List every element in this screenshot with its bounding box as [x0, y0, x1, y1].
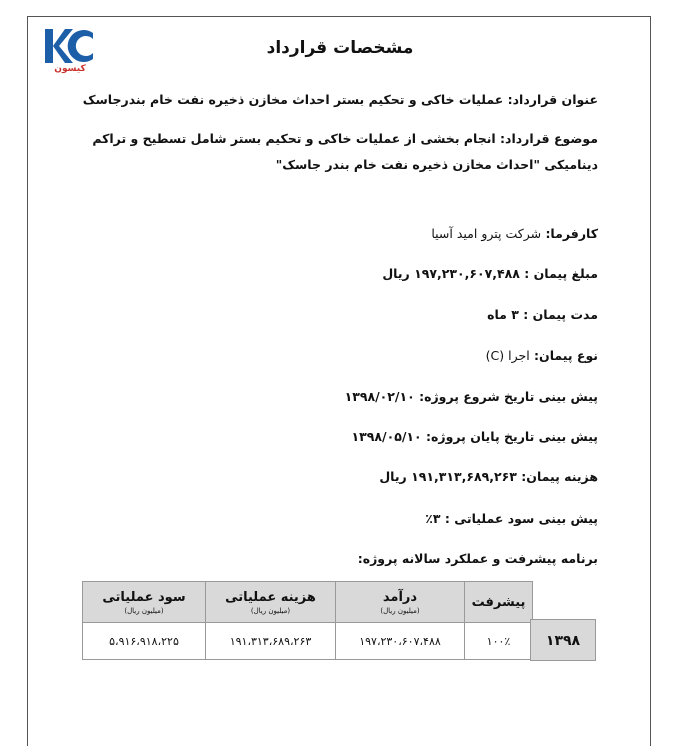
kc-logo-icon — [45, 29, 95, 63]
duration-line — [487, 307, 598, 322]
end-date-line — [352, 429, 599, 444]
header-revenue-label: درآمد — [382, 589, 418, 605]
contract-title-line: عنوان قرارداد: عملیات خاکی و تحکیم بستر احداث مخازن ذخیره نفت خام بندرجاسک — [82, 92, 598, 107]
cost-label: هزینه پیمان: — [521, 469, 598, 484]
profit-label: پیش بینی سود عملیاتی : — [444, 511, 598, 526]
header-progress-label: پیشرفت — [471, 594, 526, 610]
header-profit — [83, 582, 206, 623]
amount-label: مبلغ پیمان : — [524, 266, 598, 281]
header-progress — [465, 582, 533, 623]
type-line — [486, 348, 598, 363]
cost-line — [379, 469, 598, 484]
start-date-label: پیش بینی تاریخ شروع پروژه: — [419, 389, 598, 404]
progress-table — [82, 581, 533, 660]
header-profit-unit: (میلیون ریال) — [124, 606, 164, 615]
profit-value: ۳٪ — [425, 511, 441, 526]
cell-revenue: ۱۹۷،۲۳۰،۶۰۷،۴۸۸ — [336, 623, 465, 660]
header-profit-label: سود عملیاتی — [102, 589, 186, 605]
table-header-row — [83, 582, 533, 623]
type-label: نوع پیمان: — [534, 348, 598, 363]
start-date-line — [345, 389, 598, 404]
amount-value: ۱۹۷,۲۳۰,۶۰۷,۴۸۸ ریال — [382, 266, 520, 281]
employer-line — [431, 226, 598, 241]
header-cost-unit: (میلیون ریال) — [250, 606, 291, 615]
header-cost — [206, 582, 336, 623]
duration-label: مدت پیمان : — [523, 307, 598, 322]
cell-cost: ۱۹۱،۳۱۳،۶۸۹،۲۶۳ — [206, 623, 336, 660]
row-year: ۱۳۹۸ — [530, 619, 596, 661]
end-date-label: پیش بینی تاریخ پایان پروژه: — [426, 429, 598, 444]
header-revenue-unit: (میلیون ریال) — [380, 606, 420, 615]
header-cost-label: هزینه عملیاتی — [225, 589, 316, 605]
header-revenue — [336, 582, 465, 623]
start-date-value: ۱۳۹۸/۰۲/۱۰ — [344, 389, 415, 404]
table-row — [83, 623, 533, 660]
employer-value: شرکت پترو امید آسیا — [431, 226, 542, 241]
contract-topic-line: موضوع قرارداد: انجام بخشی از عملیات خاکی و تحکیم بستر شامل تسطیح و تراکم دینامیکی "احداث مخازن ذخیره نفت خام بندر جاسک" — [92, 131, 598, 172]
profit-line — [425, 511, 598, 526]
employer-label: کارفرما: — [545, 226, 598, 241]
program-line: برنامه پیشرفت و عملکرد سالانه پروژه: — [357, 551, 598, 566]
amount-line — [382, 266, 598, 281]
duration-value: ۳ ماه — [487, 307, 519, 322]
logo-text: کیسون — [54, 64, 86, 74]
cell-progress: ۱۰۰٪ — [465, 623, 533, 660]
company-logo — [45, 29, 95, 79]
end-date-value: ۱۳۹۸/۰۵/۱۰ — [351, 429, 422, 444]
page-title: مشخصات قرارداد — [266, 38, 414, 58]
cost-value: ۱۹۱,۳۱۳,۶۸۹,۲۶۳ ریال — [379, 469, 517, 484]
type-value: اجرا (C) — [485, 348, 530, 363]
cell-profit: ۵،۹۱۶،۹۱۸،۲۲۵ — [83, 623, 206, 660]
